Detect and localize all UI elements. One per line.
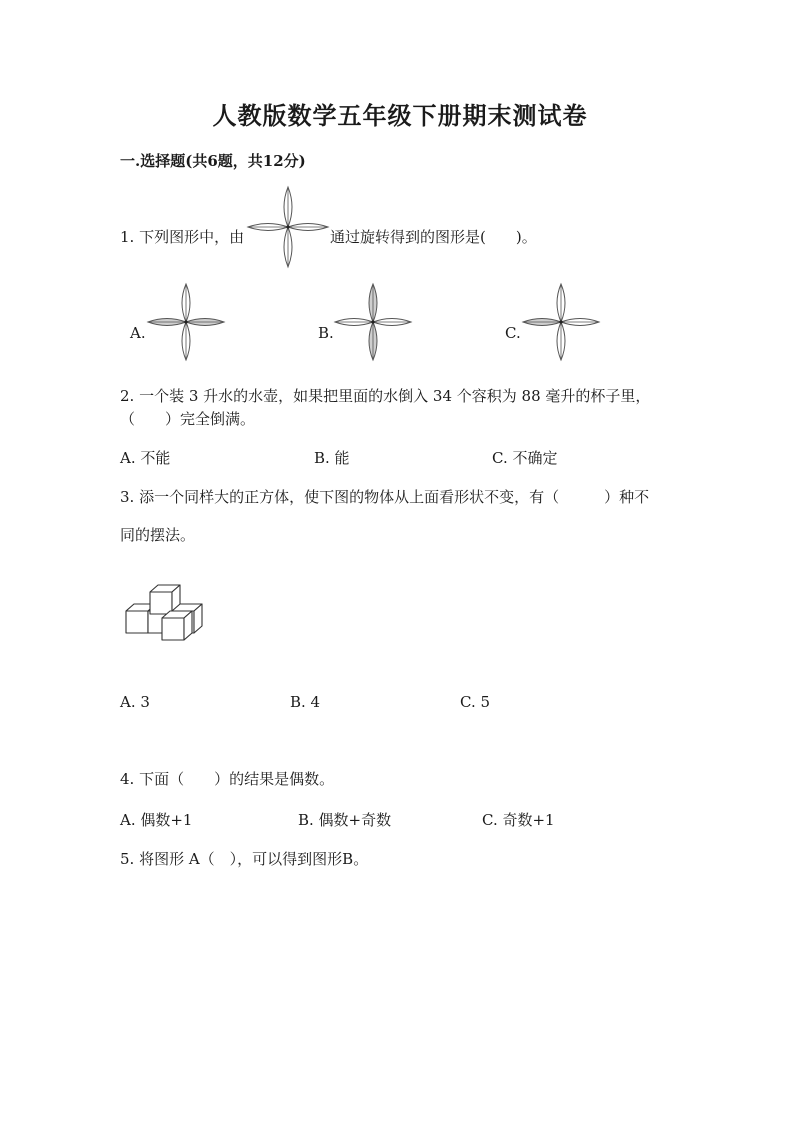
- q4-option-b[interactable]: B. 偶数+奇数: [298, 811, 392, 829]
- q3-line-2: 同的摆法。: [120, 526, 196, 544]
- page-title: 人教版数学五年级下册期末测试卷: [212, 101, 588, 130]
- q3-cube-figure: [124, 580, 208, 644]
- q3-option-b[interactable]: B. 4: [290, 693, 321, 711]
- q4-option-a[interactable]: A. 偶数+1: [120, 811, 193, 829]
- q1-option-b-label[interactable]: B.: [318, 324, 334, 342]
- section-heading: 一.选择题(共6题，共12分): [120, 152, 306, 170]
- q2-option-c[interactable]: C. 不确定: [492, 449, 558, 467]
- q1-option-a-label[interactable]: A.: [130, 324, 146, 342]
- q1-suffix: 通过旋转得到的图形是( )。: [330, 228, 537, 246]
- q3-option-c[interactable]: C. 5: [460, 693, 491, 711]
- q1-option-c-label[interactable]: C.: [505, 324, 521, 342]
- q3-option-a[interactable]: A. 3: [120, 693, 150, 711]
- q4-text: 4. 下面（ ）的结果是偶数。: [120, 770, 335, 788]
- q1-flower-figure: [246, 185, 330, 269]
- q1-option-c-flower-figure: [521, 282, 601, 362]
- q5-text: 5. 将图形 A（ ），可以得到图形B。: [120, 850, 369, 868]
- q1-option-a-flower-figure: [146, 282, 226, 362]
- q2-line-2: （ ）完全倒满。: [120, 410, 256, 428]
- q4-option-c[interactable]: C. 奇数+1: [482, 811, 555, 829]
- q2-line-1: 2. 一个装 3 升水的水壶，如果把里面的水倒入 34 个容积为 88 毫升的杯子里，: [120, 387, 651, 405]
- q2-option-a[interactable]: A. 不能: [120, 449, 171, 467]
- q3-line-1: 3. 添一个同样大的正方体，使下图的物体从上面看形状不变，有（ ）种不: [120, 488, 650, 506]
- q2-option-b[interactable]: B. 能: [314, 449, 350, 467]
- q1-prefix: 1. 下列图形中，由: [120, 228, 245, 246]
- q1-option-b-flower-figure: [333, 282, 413, 362]
